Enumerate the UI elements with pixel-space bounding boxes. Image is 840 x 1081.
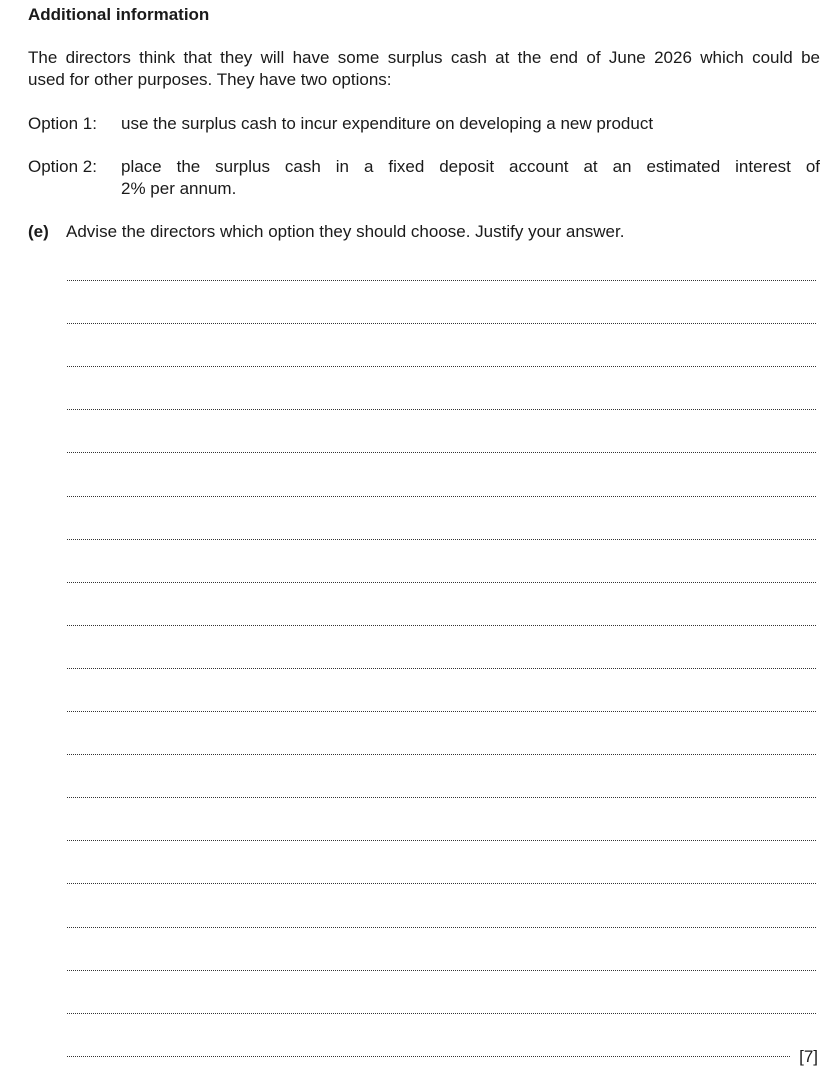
intro-line-2: used for other purposes. They have two options: <box>28 70 392 89</box>
option-2-label: Option 2: <box>28 157 97 176</box>
answer-line[interactable] <box>67 366 816 367</box>
option-2-line-1: place the surplus cash in a fixed deposit account at an estimated interest of <box>121 157 820 176</box>
answer-line[interactable] <box>67 1056 790 1057</box>
answer-line[interactable] <box>67 452 816 453</box>
option-1-label: Option 1: <box>28 114 97 133</box>
answer-line[interactable] <box>67 280 816 281</box>
answer-line[interactable] <box>67 668 816 669</box>
option-1-line-1: use the surplus cash to incur expenditure on developing a new product <box>121 114 654 133</box>
answer-line[interactable] <box>67 754 816 755</box>
intro-line-1: The directors think that they will have some surplus cash at the end of June 2026 which could be <box>28 48 820 67</box>
answer-line[interactable] <box>67 970 816 971</box>
answer-line[interactable] <box>67 840 816 841</box>
answer-line[interactable] <box>67 927 816 928</box>
answer-line[interactable] <box>67 625 816 626</box>
intro-paragraph <box>28 47 820 91</box>
answer-line[interactable] <box>67 711 816 712</box>
answer-line[interactable] <box>67 323 816 324</box>
option-1 <box>28 113 820 135</box>
option-2-text <box>121 156 820 200</box>
question-e <box>28 221 624 243</box>
question-label: (e) <box>28 222 49 241</box>
option-2-line-2: 2% per annum. <box>121 179 237 198</box>
answer-line[interactable] <box>67 409 816 410</box>
answer-line[interactable] <box>67 539 816 540</box>
option-2 <box>28 156 820 200</box>
answer-line[interactable] <box>67 582 816 583</box>
marks-label: [7] <box>799 1047 818 1066</box>
question-text: Advise the directors which option they should choose. Justify your answer. <box>66 222 625 241</box>
section-heading: Additional information <box>28 5 210 24</box>
answer-line[interactable] <box>67 1013 816 1014</box>
answer-line[interactable] <box>67 797 816 798</box>
answer-line[interactable] <box>67 883 816 884</box>
answer-line[interactable] <box>67 496 816 497</box>
option-1-text <box>121 113 820 135</box>
